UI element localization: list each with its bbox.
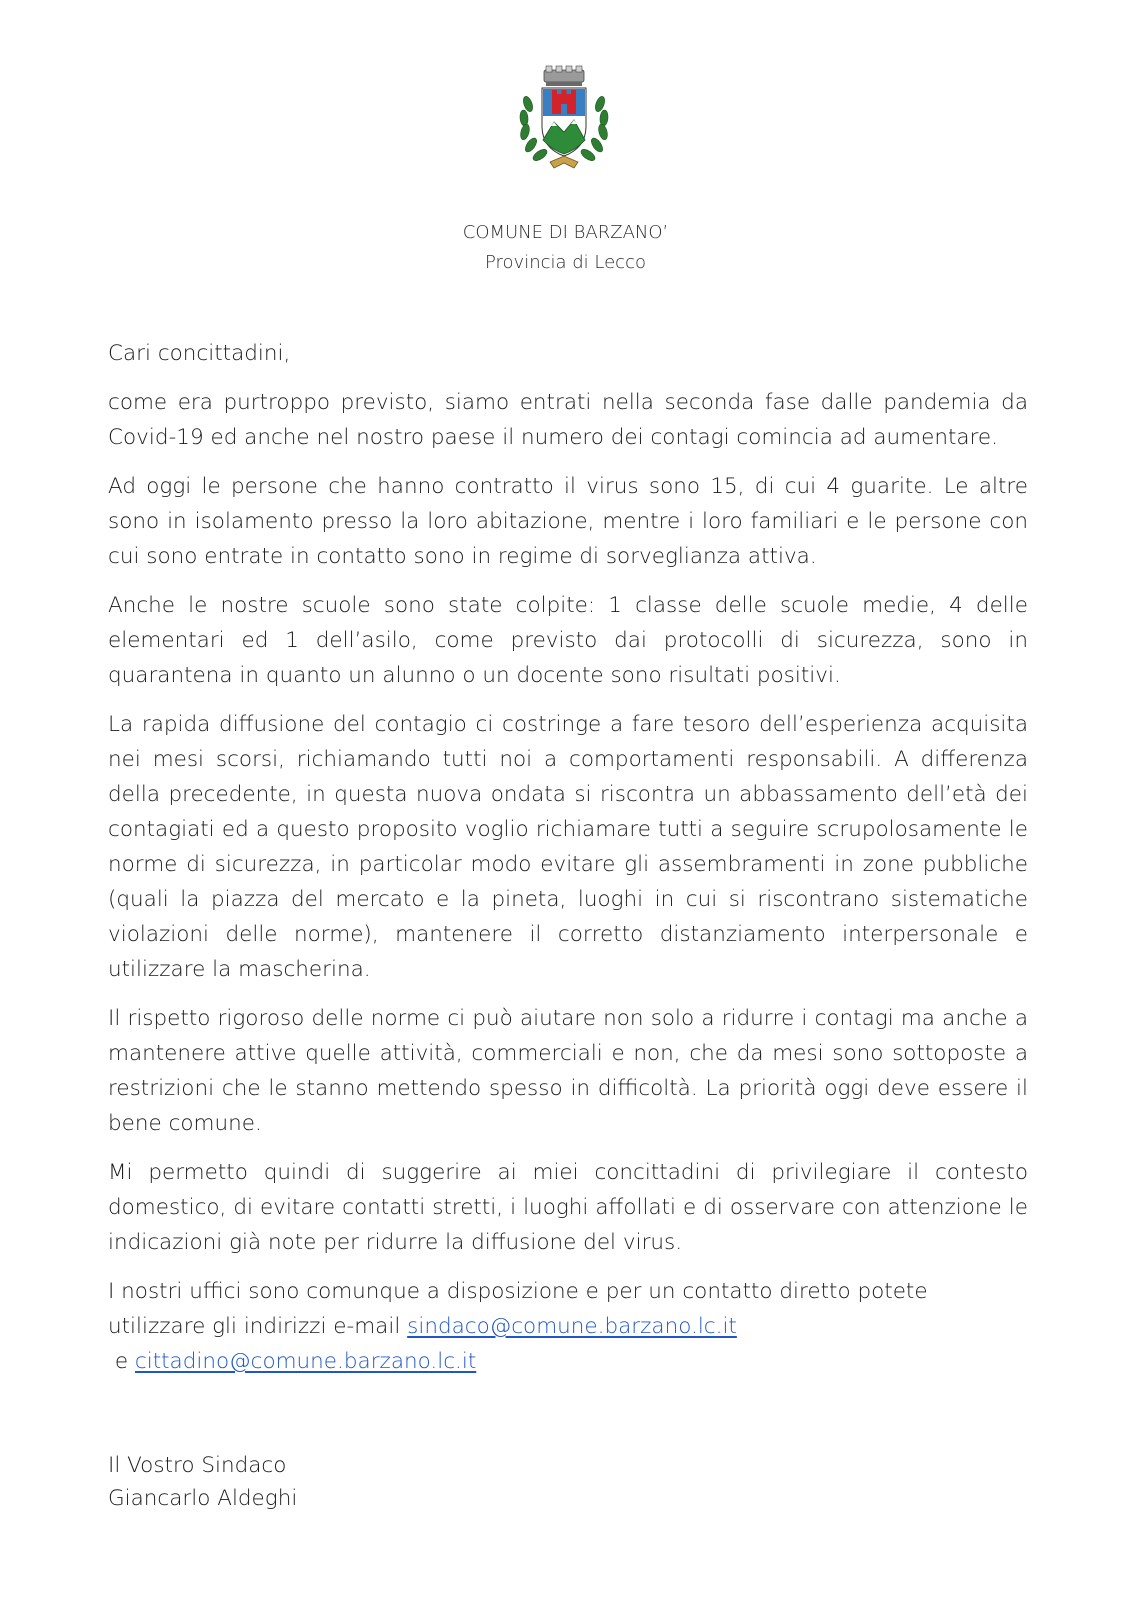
municipality-name: COMUNE DI BARZANO’: [462, 222, 669, 243]
email-joiner: e: [108, 1349, 135, 1374]
greeting: Cari concittadini,: [108, 341, 291, 366]
paragraph: Ad oggi le persone che hanno contratto il virus sono 15, di cui 4 guarite. Le altre sono in isolamento presso la loro abitazione, mentre i loro familiari e le persone con cui sono entrate in contatto sono in regime di sorveglianza attiva.: [108, 474, 1028, 569]
paragraph: Il rispetto rigoroso delle norme ci può aiutare non solo a ridurre i contagi ma anche a mantenere attive quelle attività, commerciali e non, che da mesi sono sottoposte a restrizioni che le stanno mettendo spesso in difficoltà. La priorità oggi deve essere il bene comune.: [108, 1006, 1028, 1136]
email-link-sindaco[interactable]: sindaco@comune.barzano.lc.it: [407, 1314, 737, 1339]
email-link-cittadino[interactable]: cittadino@comune.barzano.lc.it: [134, 1349, 477, 1374]
signature-title: Il Vostro Sindaco: [108, 1453, 287, 1478]
paragraph: La rapida diffusione del contagio ci costringe a fare tesoro dell’esperienza acquisita nei mesi scorsi, richiamando tutti noi a comportamenti responsabili. A differenza della precedente, in questa nuova ondata si riscontra un abbassamento dell’età dei contagiati ed a questo proposito voglio richiamare tutti a seguire scrupolosamente le norme di sicurezza, in particolar modo evitare gli assembramenti in zone pubbliche (quali la piazza del mercato e la pineta, luoghi in cui si riscontrano sistematiche violazioni delle norme), mantenere il corretto distanziamento interpersonale e utilizzare la mascherina.: [108, 712, 1028, 982]
contact-paragraph: [108, 1274, 1028, 1379]
letter-body: [108, 336, 1028, 1393]
paragraph: come era purtroppo previsto, siamo entrati nella seconda fase dalle pandemia da Covid-19 ed anche nel nostro paese il numero dei contagi comincia ad aumentare.: [108, 390, 1028, 450]
signature-block: [108, 1449, 297, 1515]
paragraph: Anche le nostre scuole sono state colpite: 1 classe delle scuole medie, 4 delle elementari ed 1 dell’asilo, come previsto dai protocolli di sicurezza, sono in quarantena in quanto un alunno o un docente sono risultati positivi.: [108, 593, 1028, 688]
contact-intro: I nostri uffici sono comunque a disposizione e per un contatto diretto potete utilizzare gli indirizzi e-mail: [108, 1279, 928, 1339]
letterhead: [0, 218, 1131, 278]
province-name: Provincia di Lecco: [484, 252, 646, 273]
signature-name: Giancarlo Aldeghi: [108, 1486, 298, 1511]
municipal-crest-icon: [516, 64, 612, 176]
paragraph: Mi permetto quindi di suggerire ai miei concittadini di privilegiare il contesto domestico, di evitare contatti stretti, i luoghi affollati e di osservare con attenzione le indicazioni già note per ridurre la diffusione del virus.: [108, 1160, 1028, 1255]
